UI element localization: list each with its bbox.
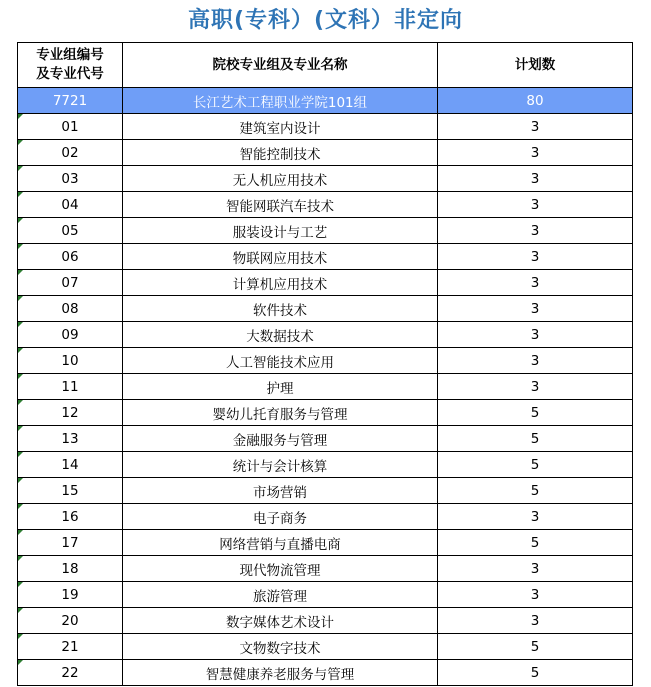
header-name: 院校专业组及专业名称	[123, 43, 438, 88]
major-code: 15	[18, 478, 123, 504]
major-code: 05	[18, 218, 123, 244]
table-row	[18, 322, 633, 348]
major-code: 16	[18, 504, 123, 530]
plan-count: 3	[438, 608, 633, 634]
table-row	[18, 140, 633, 166]
major-name: 计算机应用技术	[123, 270, 438, 296]
plan-count: 3	[438, 296, 633, 322]
header-code-line1: 专业组编号	[36, 47, 104, 63]
group-code: 7721	[18, 88, 123, 114]
major-code: 17	[18, 530, 123, 556]
major-code: 07	[18, 270, 123, 296]
plan-count: 3	[438, 166, 633, 192]
table-row	[18, 634, 633, 660]
header-plan: 计划数	[438, 43, 633, 88]
plan-count: 3	[438, 114, 633, 140]
major-name: 网络营销与直播电商	[123, 530, 438, 556]
major-name: 市场营销	[123, 478, 438, 504]
major-name: 智能控制技术	[123, 140, 438, 166]
plan-count: 3	[438, 192, 633, 218]
group-name: 长江艺术工程职业学院101组	[123, 88, 438, 114]
major-code: 13	[18, 426, 123, 452]
page-title: 高职(专科）(文科）非定向	[187, 8, 464, 33]
plan-count: 5	[438, 660, 633, 686]
table-row	[18, 608, 633, 634]
plan-count: 3	[438, 244, 633, 270]
major-name: 物联网应用技术	[123, 244, 438, 270]
table-header-row	[18, 43, 633, 88]
major-code: 14	[18, 452, 123, 478]
enrollment-plan-table	[17, 42, 633, 686]
table-row	[18, 452, 633, 478]
major-code: 21	[18, 634, 123, 660]
major-code: 03	[18, 166, 123, 192]
group-row	[18, 88, 633, 114]
table-row	[18, 400, 633, 426]
table-row	[18, 556, 633, 582]
table-row	[18, 660, 633, 686]
major-name: 智慧健康养老服务与管理	[123, 660, 438, 686]
plan-count: 3	[438, 322, 633, 348]
major-name: 金融服务与管理	[123, 426, 438, 452]
table-row	[18, 218, 633, 244]
major-code: 10	[18, 348, 123, 374]
plan-count: 3	[438, 504, 633, 530]
header-code-line2: 及专业代号	[36, 66, 104, 82]
plan-count: 5	[438, 400, 633, 426]
plan-count: 3	[438, 374, 633, 400]
table-row	[18, 530, 633, 556]
major-code: 09	[18, 322, 123, 348]
major-name: 智能网联汽车技术	[123, 192, 438, 218]
major-code: 06	[18, 244, 123, 270]
table-row	[18, 192, 633, 218]
table-row	[18, 504, 633, 530]
major-name: 软件技术	[123, 296, 438, 322]
major-name: 无人机应用技术	[123, 166, 438, 192]
major-code: 22	[18, 660, 123, 686]
plan-count: 5	[438, 530, 633, 556]
major-name: 数字媒体艺术设计	[123, 608, 438, 634]
major-code: 18	[18, 556, 123, 582]
plan-count: 3	[438, 140, 633, 166]
major-code: 20	[18, 608, 123, 634]
header-code	[18, 43, 123, 88]
table-row	[18, 244, 633, 270]
major-code: 04	[18, 192, 123, 218]
major-name: 现代物流管理	[123, 556, 438, 582]
plan-count: 5	[438, 478, 633, 504]
major-code: 19	[18, 582, 123, 608]
table-row	[18, 426, 633, 452]
table-row	[18, 348, 633, 374]
major-name: 旅游管理	[123, 582, 438, 608]
table-row	[18, 114, 633, 140]
plan-count: 5	[438, 452, 633, 478]
plan-count: 3	[438, 582, 633, 608]
plan-count: 3	[438, 270, 633, 296]
table-row	[18, 166, 633, 192]
major-code: 12	[18, 400, 123, 426]
major-name: 建筑室内设计	[123, 114, 438, 140]
major-name: 统计与会计核算	[123, 452, 438, 478]
plan-count: 3	[438, 556, 633, 582]
major-name: 大数据技术	[123, 322, 438, 348]
major-name: 文物数字技术	[123, 634, 438, 660]
major-code: 01	[18, 114, 123, 140]
major-code: 08	[18, 296, 123, 322]
table-row	[18, 478, 633, 504]
plan-count: 5	[438, 634, 633, 660]
major-name: 电子商务	[123, 504, 438, 530]
major-name: 婴幼儿托育服务与管理	[123, 400, 438, 426]
major-name: 服装设计与工艺	[123, 218, 438, 244]
major-name: 护理	[123, 374, 438, 400]
major-code: 02	[18, 140, 123, 166]
plan-count: 3	[438, 348, 633, 374]
group-plan: 80	[438, 88, 633, 114]
major-code: 11	[18, 374, 123, 400]
plan-count: 5	[438, 426, 633, 452]
plan-count: 3	[438, 218, 633, 244]
table-row	[18, 582, 633, 608]
major-name: 人工智能技术应用	[123, 348, 438, 374]
table-row	[18, 296, 633, 322]
table-row	[18, 270, 633, 296]
table-row	[18, 374, 633, 400]
